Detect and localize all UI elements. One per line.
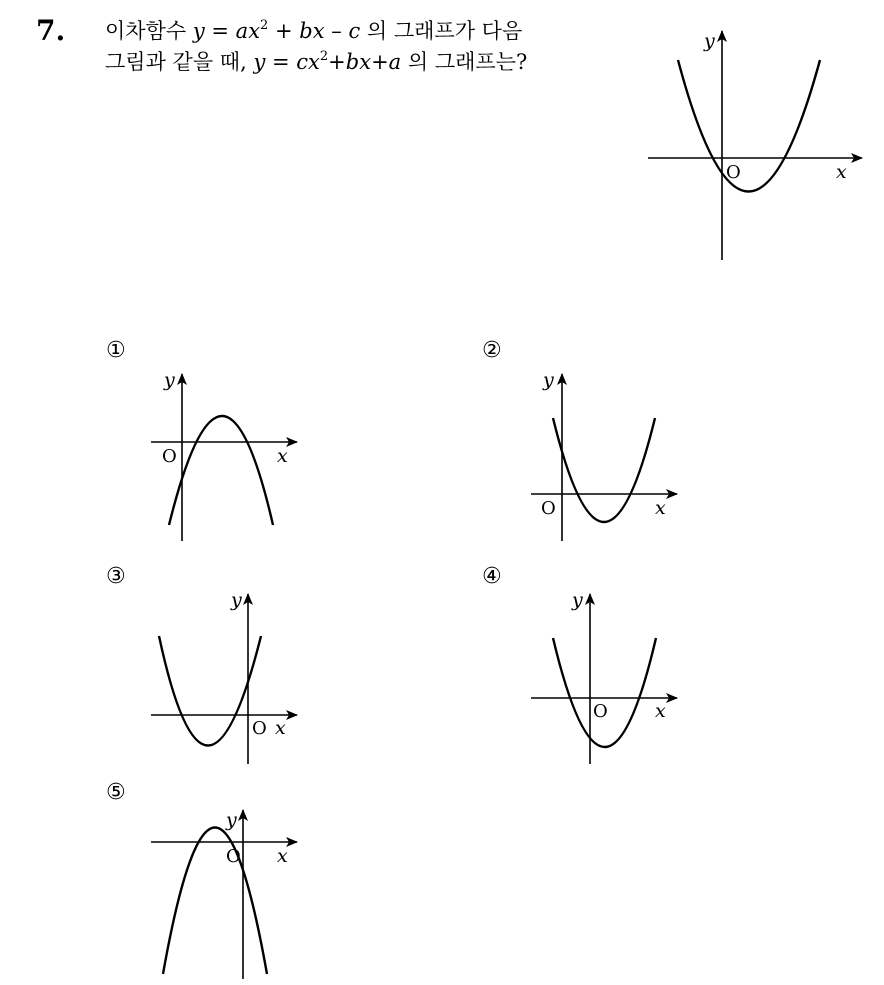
stem-text-suffix-1: 의 그래프가 다음 — [366, 19, 523, 43]
origin-label: O — [226, 846, 241, 867]
stem-line-2 — [105, 47, 527, 78]
formula-b: b — [299, 19, 313, 43]
origin-label: O — [541, 498, 556, 519]
formula-a: a — [235, 19, 249, 43]
choice-1-marker: ① — [106, 338, 126, 363]
choice-3-marker: ③ — [106, 564, 126, 589]
y-axis-label: y — [572, 589, 583, 611]
stem-text-prefix-2: 그림과 같을 때, — [105, 50, 247, 74]
parabola-curve — [159, 636, 261, 746]
formula2-plus2: + — [371, 50, 389, 74]
formula2-c: c — [296, 50, 309, 74]
parabola-curve — [553, 638, 656, 747]
origin-label: O — [162, 446, 177, 467]
formula2-plus1: + — [328, 50, 346, 74]
x-axis-label: x — [655, 497, 666, 519]
x-axis-label: x — [275, 717, 286, 739]
formula-exp: 2 — [260, 18, 269, 33]
y-axis-label: y — [226, 809, 237, 831]
x-axis-label: x — [277, 845, 288, 867]
origin-label: O — [252, 718, 267, 739]
question-number: 7. — [36, 14, 66, 47]
given-graph — [640, 25, 880, 270]
formula-y: y — [192, 19, 205, 43]
stem-text-suffix-2: 의 그래프는? — [407, 50, 528, 74]
formula2-eq: = — [265, 50, 297, 74]
x-axis-label: x — [836, 161, 847, 183]
formula-c: c — [348, 19, 361, 43]
y-axis-label: y — [704, 30, 715, 52]
formula-x: x — [248, 19, 261, 43]
x-axis-label: x — [655, 700, 666, 722]
origin-label: O — [726, 162, 741, 183]
parabola-curve — [553, 418, 655, 522]
stem-line-1 — [105, 16, 527, 47]
x-axis-label: x — [277, 445, 288, 467]
question-stem — [105, 16, 527, 78]
choice-4-graph[interactable] — [525, 588, 690, 768]
y-axis-label: y — [231, 589, 242, 611]
choice-5-graph[interactable] — [145, 806, 310, 981]
origin-label: O — [593, 701, 608, 722]
formula2-b: b — [345, 50, 360, 74]
formula2-x: x — [308, 50, 320, 74]
formula-plus: + — [268, 19, 300, 43]
choice-5-marker: ⑤ — [106, 780, 126, 805]
formula-minus: – — [324, 19, 349, 43]
y-axis-label: y — [164, 369, 175, 391]
y-axis-label: y — [543, 369, 554, 391]
formula2-exp: 2 — [319, 49, 329, 64]
formula2-x2: x — [359, 50, 372, 74]
parabola-curve — [169, 416, 273, 525]
choice-2-graph[interactable] — [525, 368, 690, 543]
parabola-curve — [163, 828, 267, 975]
choice-2-marker: ② — [482, 338, 502, 363]
choice-1-graph[interactable] — [145, 368, 310, 543]
choice-4-marker: ④ — [482, 564, 502, 589]
formula-x2: x — [312, 19, 325, 43]
stem-text-prefix-1: 이차함수 — [105, 19, 187, 43]
parabola-curve — [678, 60, 820, 192]
formula2-y: y — [253, 50, 266, 74]
formula-eq: = — [204, 19, 236, 43]
choice-3-graph[interactable] — [145, 588, 310, 768]
formula2-a: a — [388, 50, 402, 74]
